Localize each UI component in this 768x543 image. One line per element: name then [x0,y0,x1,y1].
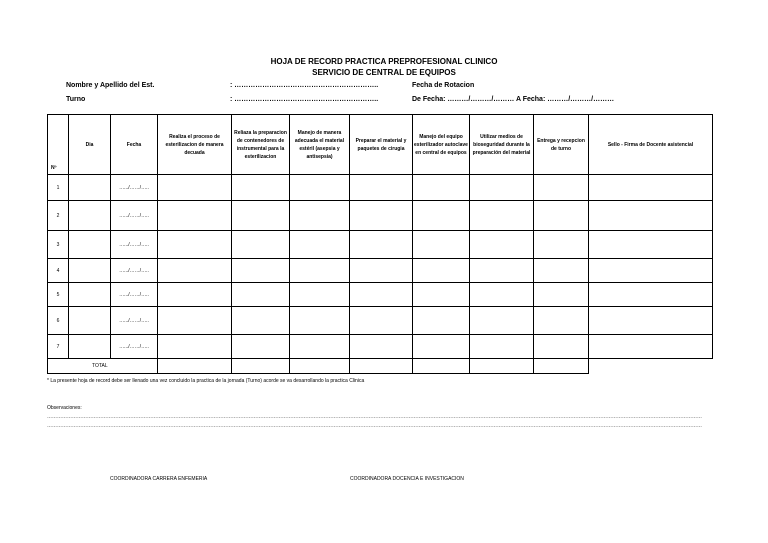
row-number: 1 [48,175,69,201]
check-cell[interactable] [470,307,534,335]
signature-coordinadora-enfermeria: COORDINADORA CARRERA ENFEMERIA [110,476,208,482]
check-cell[interactable] [470,335,534,359]
check-cell[interactable] [290,259,350,283]
check-cell[interactable] [413,231,470,259]
firma-cell[interactable] [589,175,713,201]
check-cell[interactable] [534,231,589,259]
check-cell[interactable] [232,283,290,307]
col-header-turno: Entrega y recepcion de turno [534,115,589,175]
total-cell[interactable] [232,359,290,374]
check-cell[interactable] [232,307,290,335]
row-number: 6 [48,307,69,335]
check-cell[interactable] [413,259,470,283]
record-table [47,114,713,374]
observaciones-label: Observaciones: [47,405,82,411]
check-cell[interactable] [232,201,290,231]
dia-cell[interactable] [69,201,111,231]
dia-cell[interactable] [69,259,111,283]
table-row [48,335,713,359]
col-header-contenedores: Reliaza la preparacion de contenedores de instrumental para la esterilizacion [232,115,290,175]
table-header-row [48,115,713,175]
fecha-cell[interactable]: ….../……/….. [111,335,158,359]
col-header-autoclave: Manejo del equipo esterilizador autoclave en central de equipos [413,115,470,175]
col-header-paquetes: Preparar el material y paquetes de cirugia [350,115,413,175]
fecha-cell[interactable]: ….../……/….. [111,283,158,307]
firma-cell[interactable] [589,307,713,335]
total-cell[interactable] [158,359,232,374]
check-cell[interactable] [470,175,534,201]
check-cell[interactable] [290,283,350,307]
total-cell[interactable] [470,359,534,374]
check-cell[interactable] [290,335,350,359]
check-cell[interactable] [158,283,232,307]
check-cell[interactable] [413,335,470,359]
firma-cell[interactable] [589,335,713,359]
check-cell[interactable] [350,283,413,307]
check-cell[interactable] [534,259,589,283]
check-cell[interactable] [290,175,350,201]
check-cell[interactable] [158,175,232,201]
col-header-esterilizacion: Realiza el proceso de esterilizacion de manera decuada [158,115,232,175]
check-cell[interactable] [158,335,232,359]
nombre-field: : …………………………………………………….. [230,82,379,89]
check-cell[interactable] [350,201,413,231]
check-cell[interactable] [413,175,470,201]
check-cell[interactable] [290,231,350,259]
fecha-cell[interactable]: ….../……/….. [111,259,158,283]
check-cell[interactable] [350,259,413,283]
check-cell[interactable] [158,307,232,335]
table-row [48,259,713,283]
form-subtitle: SERVICIO DE CENTRAL DE EQUIPOS [312,68,456,77]
check-cell[interactable] [158,231,232,259]
check-cell[interactable] [350,175,413,201]
table-row [48,307,713,335]
check-cell[interactable] [290,201,350,231]
check-cell[interactable] [232,335,290,359]
check-cell[interactable] [470,201,534,231]
nombre-label: Nombre y Apellido del Est. [66,82,155,89]
dia-cell[interactable] [69,175,111,201]
turno-label: Turno [66,96,86,103]
dia-cell[interactable] [69,307,111,335]
row-number: 4 [48,259,69,283]
signature-coordinadora-docencia: COORDINADORA DOCENCIA E INVESTIGACION [350,476,464,482]
check-cell[interactable] [350,307,413,335]
check-cell[interactable] [534,335,589,359]
fecha-cell[interactable]: ….../……/….. [111,201,158,231]
table-row [48,283,713,307]
check-cell[interactable] [534,307,589,335]
check-cell[interactable] [232,231,290,259]
table-row [48,175,713,201]
check-cell[interactable] [350,335,413,359]
col-header-fecha: Fecha [111,115,158,175]
check-cell[interactable] [350,231,413,259]
form-title: HOJA DE RECORD PRACTICA PREPROFESIONAL CLINICO [270,57,498,66]
total-cell[interactable] [290,359,350,374]
check-cell[interactable] [534,283,589,307]
total-label: TOTAL [48,359,158,374]
date-range-field: De Fecha: ………/………/……… A Fecha: ………/………/……… [412,96,615,103]
footnote: * La presente hoja de record debe ser llenado una vez concluido la practica de la jornada (Turno) acorde se va desarrollando la practica Clinica [47,378,365,384]
row-number: 5 [48,283,69,307]
check-cell[interactable] [534,201,589,231]
check-cell[interactable] [470,231,534,259]
check-cell[interactable] [413,283,470,307]
check-cell[interactable] [470,259,534,283]
col-header-bioseguridad: Utilizar medios de bioseguridad durante la preparación del material [470,115,534,175]
total-cell[interactable] [413,359,470,374]
check-cell[interactable] [413,307,470,335]
fecha-cell[interactable]: ….../……/….. [111,307,158,335]
col-header-num: Nº [48,115,69,175]
fecha-rotacion-label: Fecha de Rotacion [412,82,475,89]
fecha-cell[interactable]: ….../……/….. [111,231,158,259]
dia-cell[interactable] [69,283,111,307]
observaciones-line-2[interactable]: …………………………………………………………………………………………………………………………………………………………………………………………………………………………………………………………………………………………………………………………………………………………… [47,423,702,429]
check-cell[interactable] [232,175,290,201]
check-cell[interactable] [232,259,290,283]
firma-cell[interactable] [589,259,713,283]
dia-cell[interactable] [69,335,111,359]
firma-cell[interactable] [589,201,713,231]
fecha-cell[interactable]: ….../……/….. [111,175,158,201]
check-cell[interactable] [534,175,589,201]
check-cell[interactable] [158,259,232,283]
check-cell[interactable] [413,201,470,231]
row-number: 7 [48,335,69,359]
blank-cell [589,359,713,374]
firma-cell[interactable] [589,283,713,307]
observaciones-line-1[interactable]: …………………………………………………………………………………………………………………………………………………………………………………………………………………………………………………………………………………………………………………………………………………………… [47,414,702,420]
check-cell[interactable] [470,283,534,307]
table-row [48,231,713,259]
col-header-firma: Sello - Firma de Docente asistencial [589,115,713,175]
col-header-dia: Dia [69,115,111,175]
total-cell[interactable] [350,359,413,374]
total-cell[interactable] [534,359,589,374]
row-number: 3 [48,231,69,259]
row-number: 2 [48,201,69,231]
table-row [48,201,713,231]
firma-cell[interactable] [589,231,713,259]
col-header-material-esteril: Manejo de manera adecuada el material estéril (asepsia y antisepsia) [290,115,350,175]
total-row [48,359,713,374]
check-cell[interactable] [158,201,232,231]
check-cell[interactable] [290,307,350,335]
turno-field: : …………………………………………………….. [230,96,379,103]
dia-cell[interactable] [69,231,111,259]
